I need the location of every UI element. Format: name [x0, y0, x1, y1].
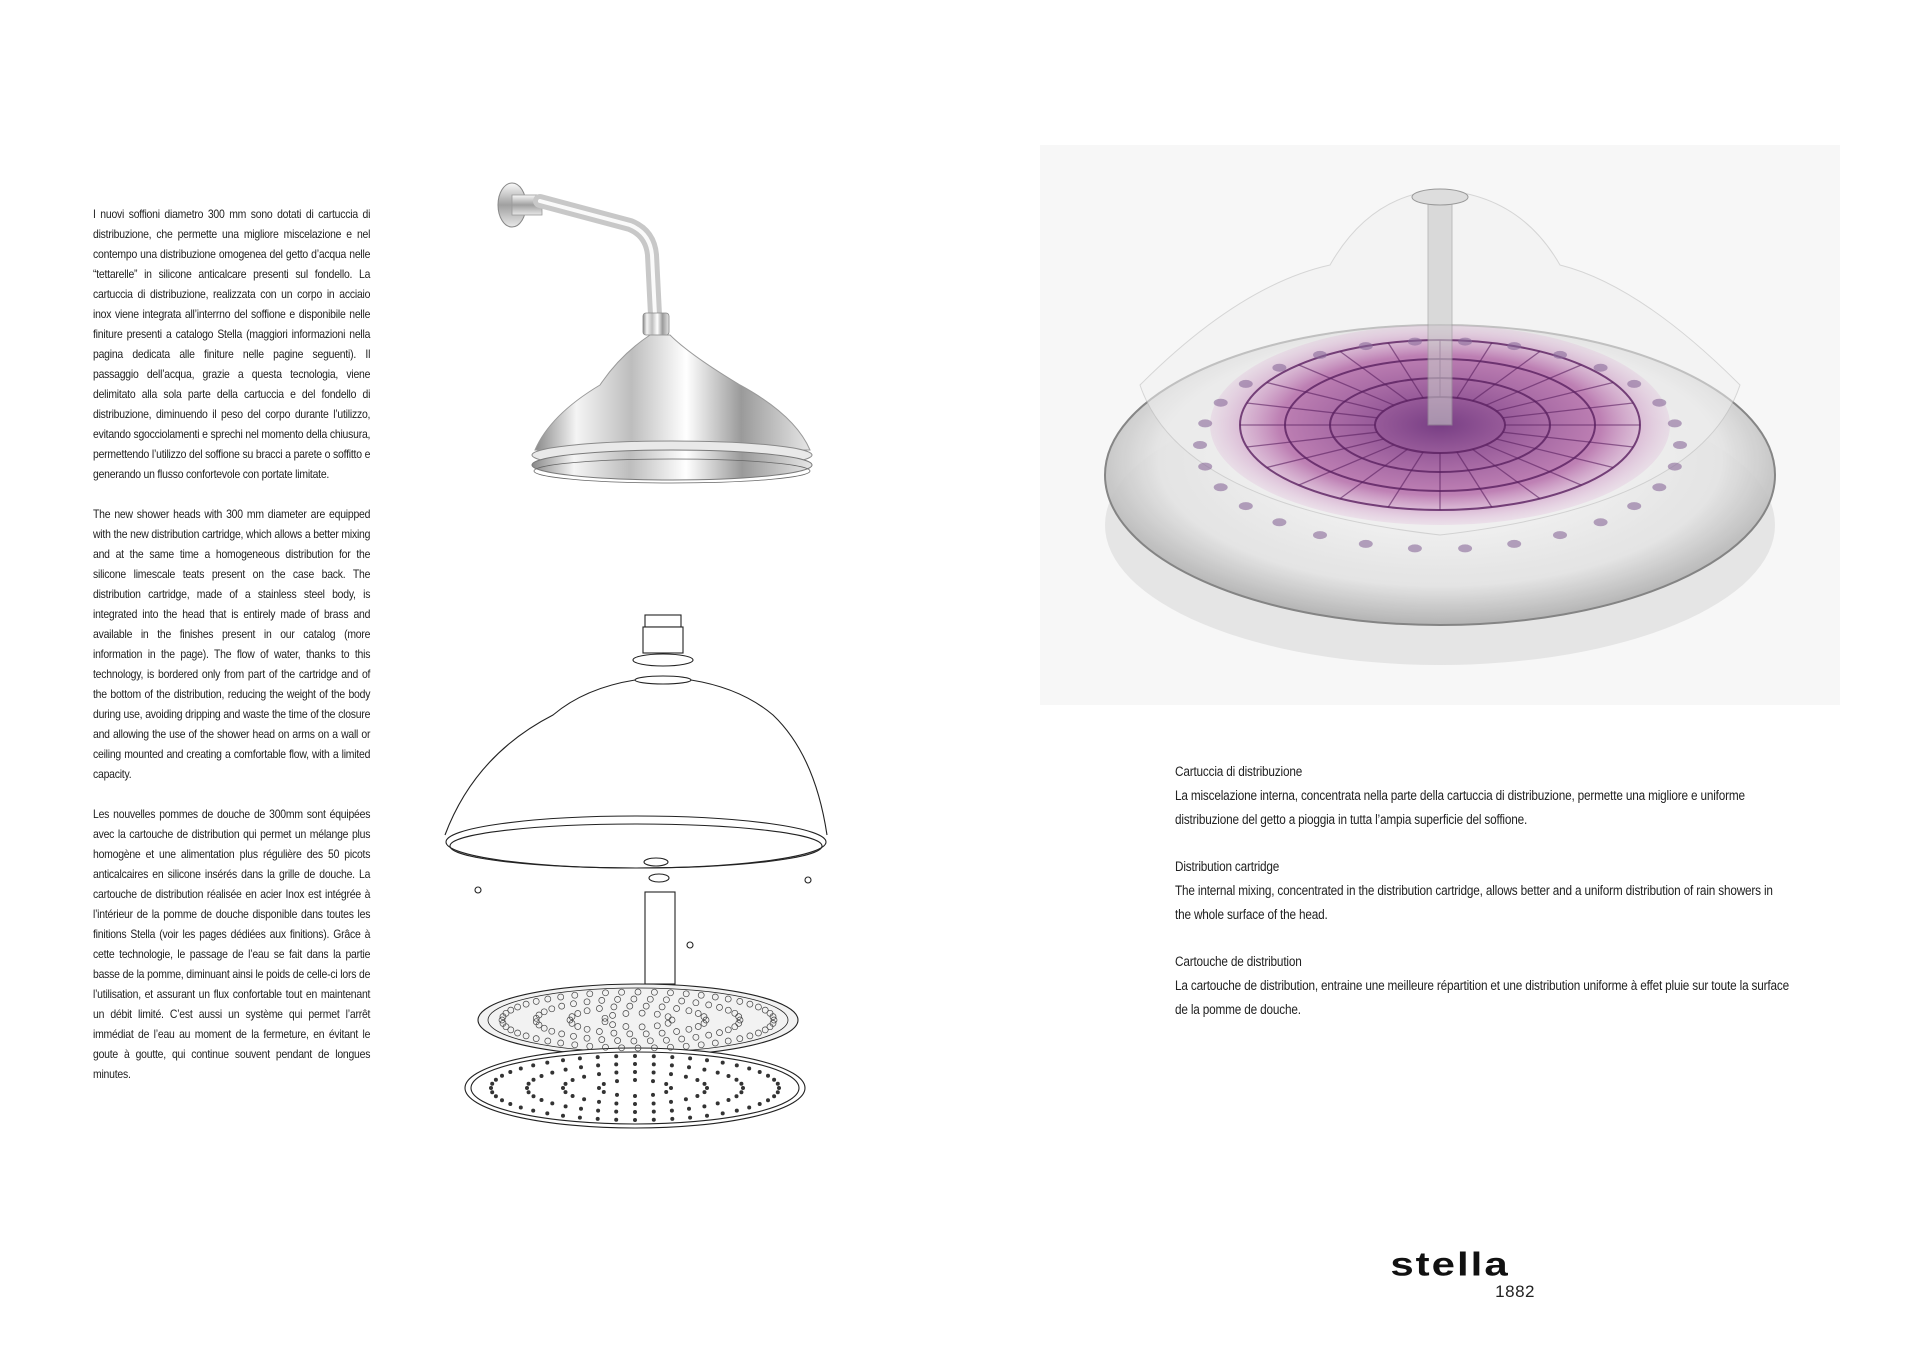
- section-italian: [1175, 760, 1791, 832]
- svg-text:stella: stella: [1390, 1246, 1510, 1282]
- section-title-french: Cartouche de distribution: [1175, 954, 1302, 969]
- section-english: [1175, 855, 1791, 927]
- stella-logo-mark: [1365, 1242, 1535, 1282]
- shower-head-photo: [490, 165, 860, 515]
- section-body-french: La cartouche de distribution, entraine une meilleure répartition et une distribution uniforme à effet pluie sur toute la surface de la pomme de douche.: [1175, 978, 1789, 1017]
- section-title-english: Distribution cartridge: [1175, 859, 1280, 874]
- stella-logo: [1365, 1242, 1535, 1304]
- description-french: Les nouvelles pommes de douche de 300mm sont équipées avec la cartouche de distribution qui permet un mélange plus homogène et une alimentation plus régulière des 50 picots anticalcaires en silicone insérés dans la grille de douche. La cartouche de distribution réalisée en acier Inox est intégrée à l’intérieur de la pomme de douche disponible dans toutes les finitions Stella (voir les pages dédiées aux finitions). Grâce à cette technologie, le passage de l’eau se fait dans la partie basse de la pomme, diminuant ainsi le poids de celle-ci lors de l’utilisation, et assurant un flux confortable tout en maintenant un débit limité. C’est aussi un système qui permet l’arrêt immédiat de l’eau au moment de la fermeture, en évitant le goute à goutte, qui continue souvent pendant de longues minutes.: [93, 808, 371, 1081]
- logo-year: 1882: [1495, 1282, 1535, 1301]
- section-body-english: The internal mixing, concentrated in the distribution cartridge, allows better and a uniform distribution of rain showers in the whole surface of the head.: [1175, 883, 1773, 922]
- section-french: [1175, 950, 1791, 1022]
- description-english: The new shower heads with 300 mm diameter are equipped with the new distribution cartridge, which allows a better mixing and at the same time a homogeneous distribution for the silicone limescale teats present on the case back. The distribution cartridge, made of a stainless steel body, is integrated into the head that is entirely made of brass and available in the finishes present in our catalog (more information in the page). The flow of water, thanks to this technology, is bordered only from part of the cartridge and of the bottom of the distribution, reducing the weight of the body during use, avoiding dripping and waste the time of the closure and allowing the use of the shower head on arms on a wall or ceiling mounted and creating a comfortable flow, with a limited capacity.: [93, 508, 371, 781]
- section-body-italian: La miscelazione interna, concentrata nella parte della cartuccia di distribuzione, permette una migliore e uniforme distribuzione del getto a pioggia in tutta l’ampia superficie del soffione.: [1175, 788, 1745, 827]
- cartridge-render: [1040, 145, 1840, 705]
- section-title-italian: Cartuccia di distribuzione: [1175, 764, 1303, 779]
- exploded-diagram: [435, 610, 835, 1130]
- description-italian: I nuovi soffioni diametro 300 mm sono dotati di cartuccia di distribuzione, che permette una migliore miscelazione e nel contempo una distribuzione omogenea del getto d’acqua nelle “tettarelle” in silicone anticalcare presenti sul fondello. La cartuccia di distribuzione, realizzata con un corpo in acciaio inox viene integrata all’interrno del soffione e disponibile nelle finiture presenti a catalogo Stella (maggiori informazioni nella pagina dedicata alle finiture nelle pagine seguenti). Il passaggio dell’acqua, grazie a questa tecnologia, viene delimitato alla sola parte della cartuccia e del fondello di distribuzione, diminuendo il peso del corpo durante l’utilizzo, evitando sgocciolamenti e sprechi nel momento della chiusura, permettendo l’utilizzo del soffione su bracci a parete o soffitto e generando un flusso confortevole con portate limitate.: [93, 208, 371, 481]
- cartridge-description: [1175, 760, 1791, 1045]
- description-column: [93, 205, 370, 1105]
